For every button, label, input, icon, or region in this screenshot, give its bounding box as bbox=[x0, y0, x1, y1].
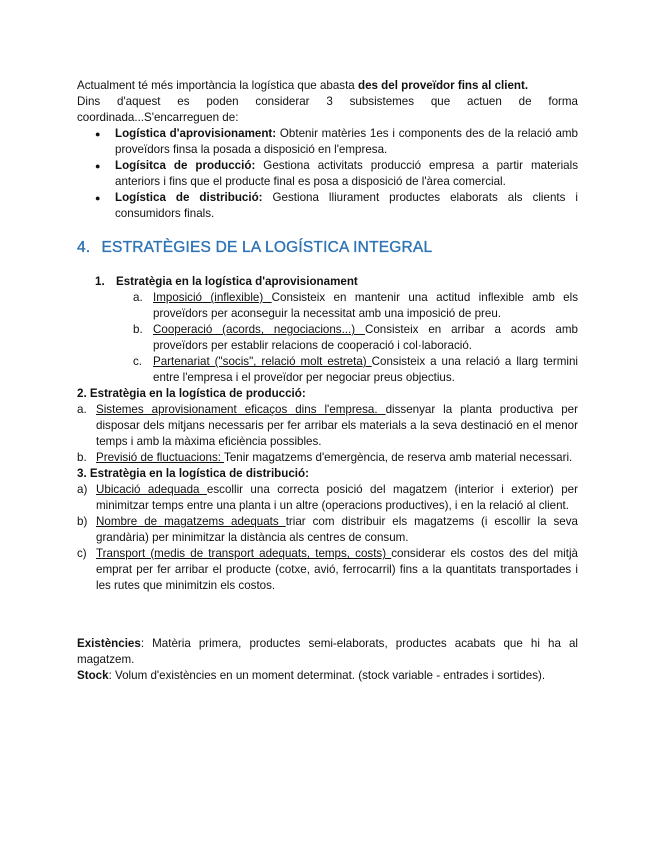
item-marker: a) bbox=[77, 483, 88, 496]
item-text: considerar els costos des del mitjà emprat per fer arribar el producte (cotxe, avió, ferrocarril) fins a la quantitats transportades i les rutes que minimitzin els costos. bbox=[96, 547, 578, 592]
item-term: Transport (medis de transport adequats, temps, costs) bbox=[96, 547, 392, 560]
subsystem-title: Logística d'aprovisionament: bbox=[115, 127, 277, 140]
item-marker: c. bbox=[133, 355, 143, 368]
item-body bbox=[96, 546, 578, 594]
list-item bbox=[77, 482, 578, 514]
definition-text: : Volum d'existències en un moment determinat. (stock variable - entrades i sortides). bbox=[108, 669, 546, 682]
item-body bbox=[153, 322, 578, 354]
list-item bbox=[77, 514, 578, 546]
list-item bbox=[77, 546, 578, 594]
list-item bbox=[133, 322, 578, 354]
list-item bbox=[77, 126, 578, 158]
list-item bbox=[77, 190, 578, 222]
definition-text: : Matèria primera, productes semi-elaborats, productes acabats que hi ha al magatzem. bbox=[77, 637, 578, 666]
item-term: Ubicació adequada bbox=[96, 483, 207, 496]
list-item bbox=[133, 290, 578, 322]
item-term: Cooperació (acords, negociacions...) bbox=[153, 323, 365, 336]
item-term: Nombre de magatzems adequats bbox=[96, 515, 286, 528]
section-number: 4. bbox=[77, 239, 91, 256]
item-term: Previsió de fluctuacions: bbox=[96, 451, 225, 464]
strategy-1-heading bbox=[77, 274, 578, 290]
subsystem-title: Logísitca de producció: bbox=[115, 159, 256, 172]
item-text: triar com distribuir els magatzems (i escollir la seva grandària) per minimitzar la distància als centres de consum. bbox=[96, 515, 578, 544]
item-text: Consisteix a una relació a llarg termini entre l'empresa i el proveïdor per negociar preus objectius. bbox=[153, 355, 579, 384]
intro-line-2: Dins d'aquest es poden considerar 3 subsistemes que actuen de forma bbox=[77, 95, 578, 108]
item-body bbox=[96, 402, 578, 450]
intro-paragraph bbox=[77, 78, 578, 94]
item-text: Consisteix en arribar a acords amb proveïdors per establir relacions de cooperació i col·laboració. bbox=[153, 323, 578, 352]
strategy-3-items bbox=[77, 482, 578, 594]
strategy-1-title: Estratègia en la logística d'aprovisionament bbox=[116, 275, 358, 288]
strategy-1-items bbox=[77, 290, 578, 386]
list-item bbox=[77, 450, 578, 466]
strategy-2 bbox=[77, 386, 578, 466]
strategy-3 bbox=[77, 466, 578, 594]
subsystems-list bbox=[77, 126, 578, 222]
subsystem-text: Gestiona lliurament productes elaborats als clients i consumidors finals. bbox=[115, 191, 578, 220]
intro-text: Actualment té més importància la logística que abasta bbox=[77, 79, 358, 92]
item-text: Tenir magatzems d'emergència, de reserva amb material necessari. bbox=[224, 451, 573, 464]
intro-bold-text: des del proveïdor fins al client. bbox=[357, 79, 529, 92]
item-body bbox=[153, 354, 578, 386]
definitions bbox=[77, 636, 578, 684]
item-term: Sistemes aprovisionament eficaços dins l'empresa. bbox=[96, 403, 386, 416]
item-body bbox=[96, 450, 578, 466]
item-body bbox=[96, 514, 578, 546]
section-heading bbox=[77, 240, 578, 256]
item-marker: c) bbox=[77, 547, 87, 560]
item-body bbox=[153, 290, 578, 322]
strategy-1 bbox=[77, 274, 578, 386]
item-text: escollir una correcta posició del magatzem (interior i exterior) per minimitzar temps entre una planta i un altre (operacions productives), i en la relació al client. bbox=[96, 483, 578, 512]
definition-term: Existències bbox=[77, 637, 141, 650]
subsystem-text: Gestiona activitats producció empresa a partir materials anteriors i fins que el producte final es posa a disposició de l'àrea comercial. bbox=[115, 159, 579, 188]
item-marker: a. bbox=[133, 291, 143, 304]
definition-stock bbox=[77, 668, 578, 684]
item-term: Partenariat ("socis", relació molt estreta) bbox=[153, 355, 372, 368]
item-body bbox=[96, 482, 578, 514]
subsystem-title: Logística de distribució: bbox=[115, 191, 263, 204]
item-text: dissenyar la planta productiva per disposar dels mitjans necessaris per fer arribar els materials a la seva destinació en el menor temps i amb la màxima eficiència possibles. bbox=[96, 403, 578, 448]
subsystem-text: Obtenir matèries 1es i components des de la relació amb proveïdors finsa la posada a disposició en l'empresa. bbox=[115, 127, 578, 156]
definition-existencies bbox=[77, 636, 578, 668]
item-marker: b. bbox=[133, 323, 143, 336]
list-item bbox=[77, 402, 578, 450]
definition-term: Stock bbox=[77, 669, 109, 682]
item-marker: b. bbox=[77, 451, 87, 464]
strategy-1-number: 1. bbox=[95, 275, 105, 288]
list-item bbox=[133, 354, 578, 386]
item-text: Consisteix en mantenir una actitud inflexible amb els proveïdors per aconseguir la necessitat amb una imposició de preu. bbox=[153, 291, 578, 320]
intro-line-3: coordinada...S'encarreguen de: bbox=[77, 111, 239, 124]
list-item bbox=[77, 158, 578, 190]
item-marker: a. bbox=[77, 403, 87, 416]
section-title: ESTRATÈGIES DE LA LOGÍSTICA INTEGRAL bbox=[101, 239, 433, 256]
item-marker: b) bbox=[77, 515, 88, 528]
strategy-3-heading: 3. Estratègia en la logística de distribució: bbox=[77, 467, 309, 480]
document-content bbox=[77, 78, 578, 684]
strategy-2-heading: 2. Estratègia en la logística de producció: bbox=[77, 387, 306, 400]
strategy-2-items bbox=[77, 402, 578, 466]
item-term: Imposició (inflexible) bbox=[153, 291, 272, 304]
